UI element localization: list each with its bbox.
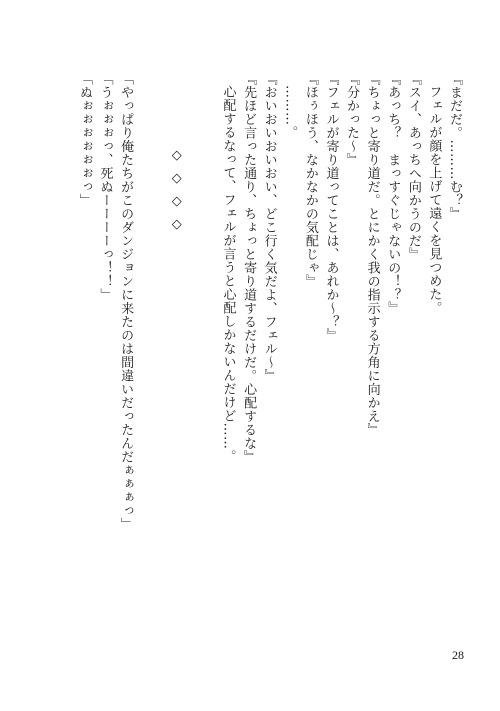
text-line: フェルが顔を上げて遠くを見つめた。 xyxy=(426,85,442,315)
body-text xyxy=(73,72,464,542)
text-line: 「うぉぉぉっ、死ぬーーーーっ！！」 xyxy=(97,72,113,302)
text-line: 『スイ、あっちへ向かうのだ』 xyxy=(405,72,421,261)
page-number: 28 xyxy=(452,648,464,662)
text-line: 『分かった～』 xyxy=(344,72,360,167)
text-line: 『まだだ。………む？』 xyxy=(447,72,462,221)
text-line: 『あっち？ まっすぐじゃないの！？』 xyxy=(385,72,401,315)
blank-line xyxy=(135,72,156,542)
text-line: 心配するなって、フェルが言うと心配しかないんだけど……。 xyxy=(220,85,236,463)
blank-line xyxy=(196,72,217,542)
text-line: ………。 xyxy=(282,85,298,139)
text-line: 『フェルが寄り道ってことは、あれか～？』 xyxy=(323,72,339,342)
text-line: 「やっぱり俺たちがこのダンジョンに来たのは間違いだったんだぁぁぁっ」 xyxy=(118,72,134,531)
text-line: 「ぬぉぉぉぉぉぉっ」 xyxy=(76,72,92,207)
text-line: 『ちょっと寄り道だ。とにかく我の指示する方角に向かえ』 xyxy=(364,72,380,437)
text-line: 『先ほど言った通り、ちょっと寄り道するだけだ。心配するな』 xyxy=(241,72,257,464)
text-line: 『ほぅほう、なかなかの気配じゃ』 xyxy=(302,72,318,288)
scene-break: ◇◇◇◇ xyxy=(169,148,185,240)
text-line: 『おいおいおいおい、どこ行く気だよ、フェル～』 xyxy=(261,72,277,383)
